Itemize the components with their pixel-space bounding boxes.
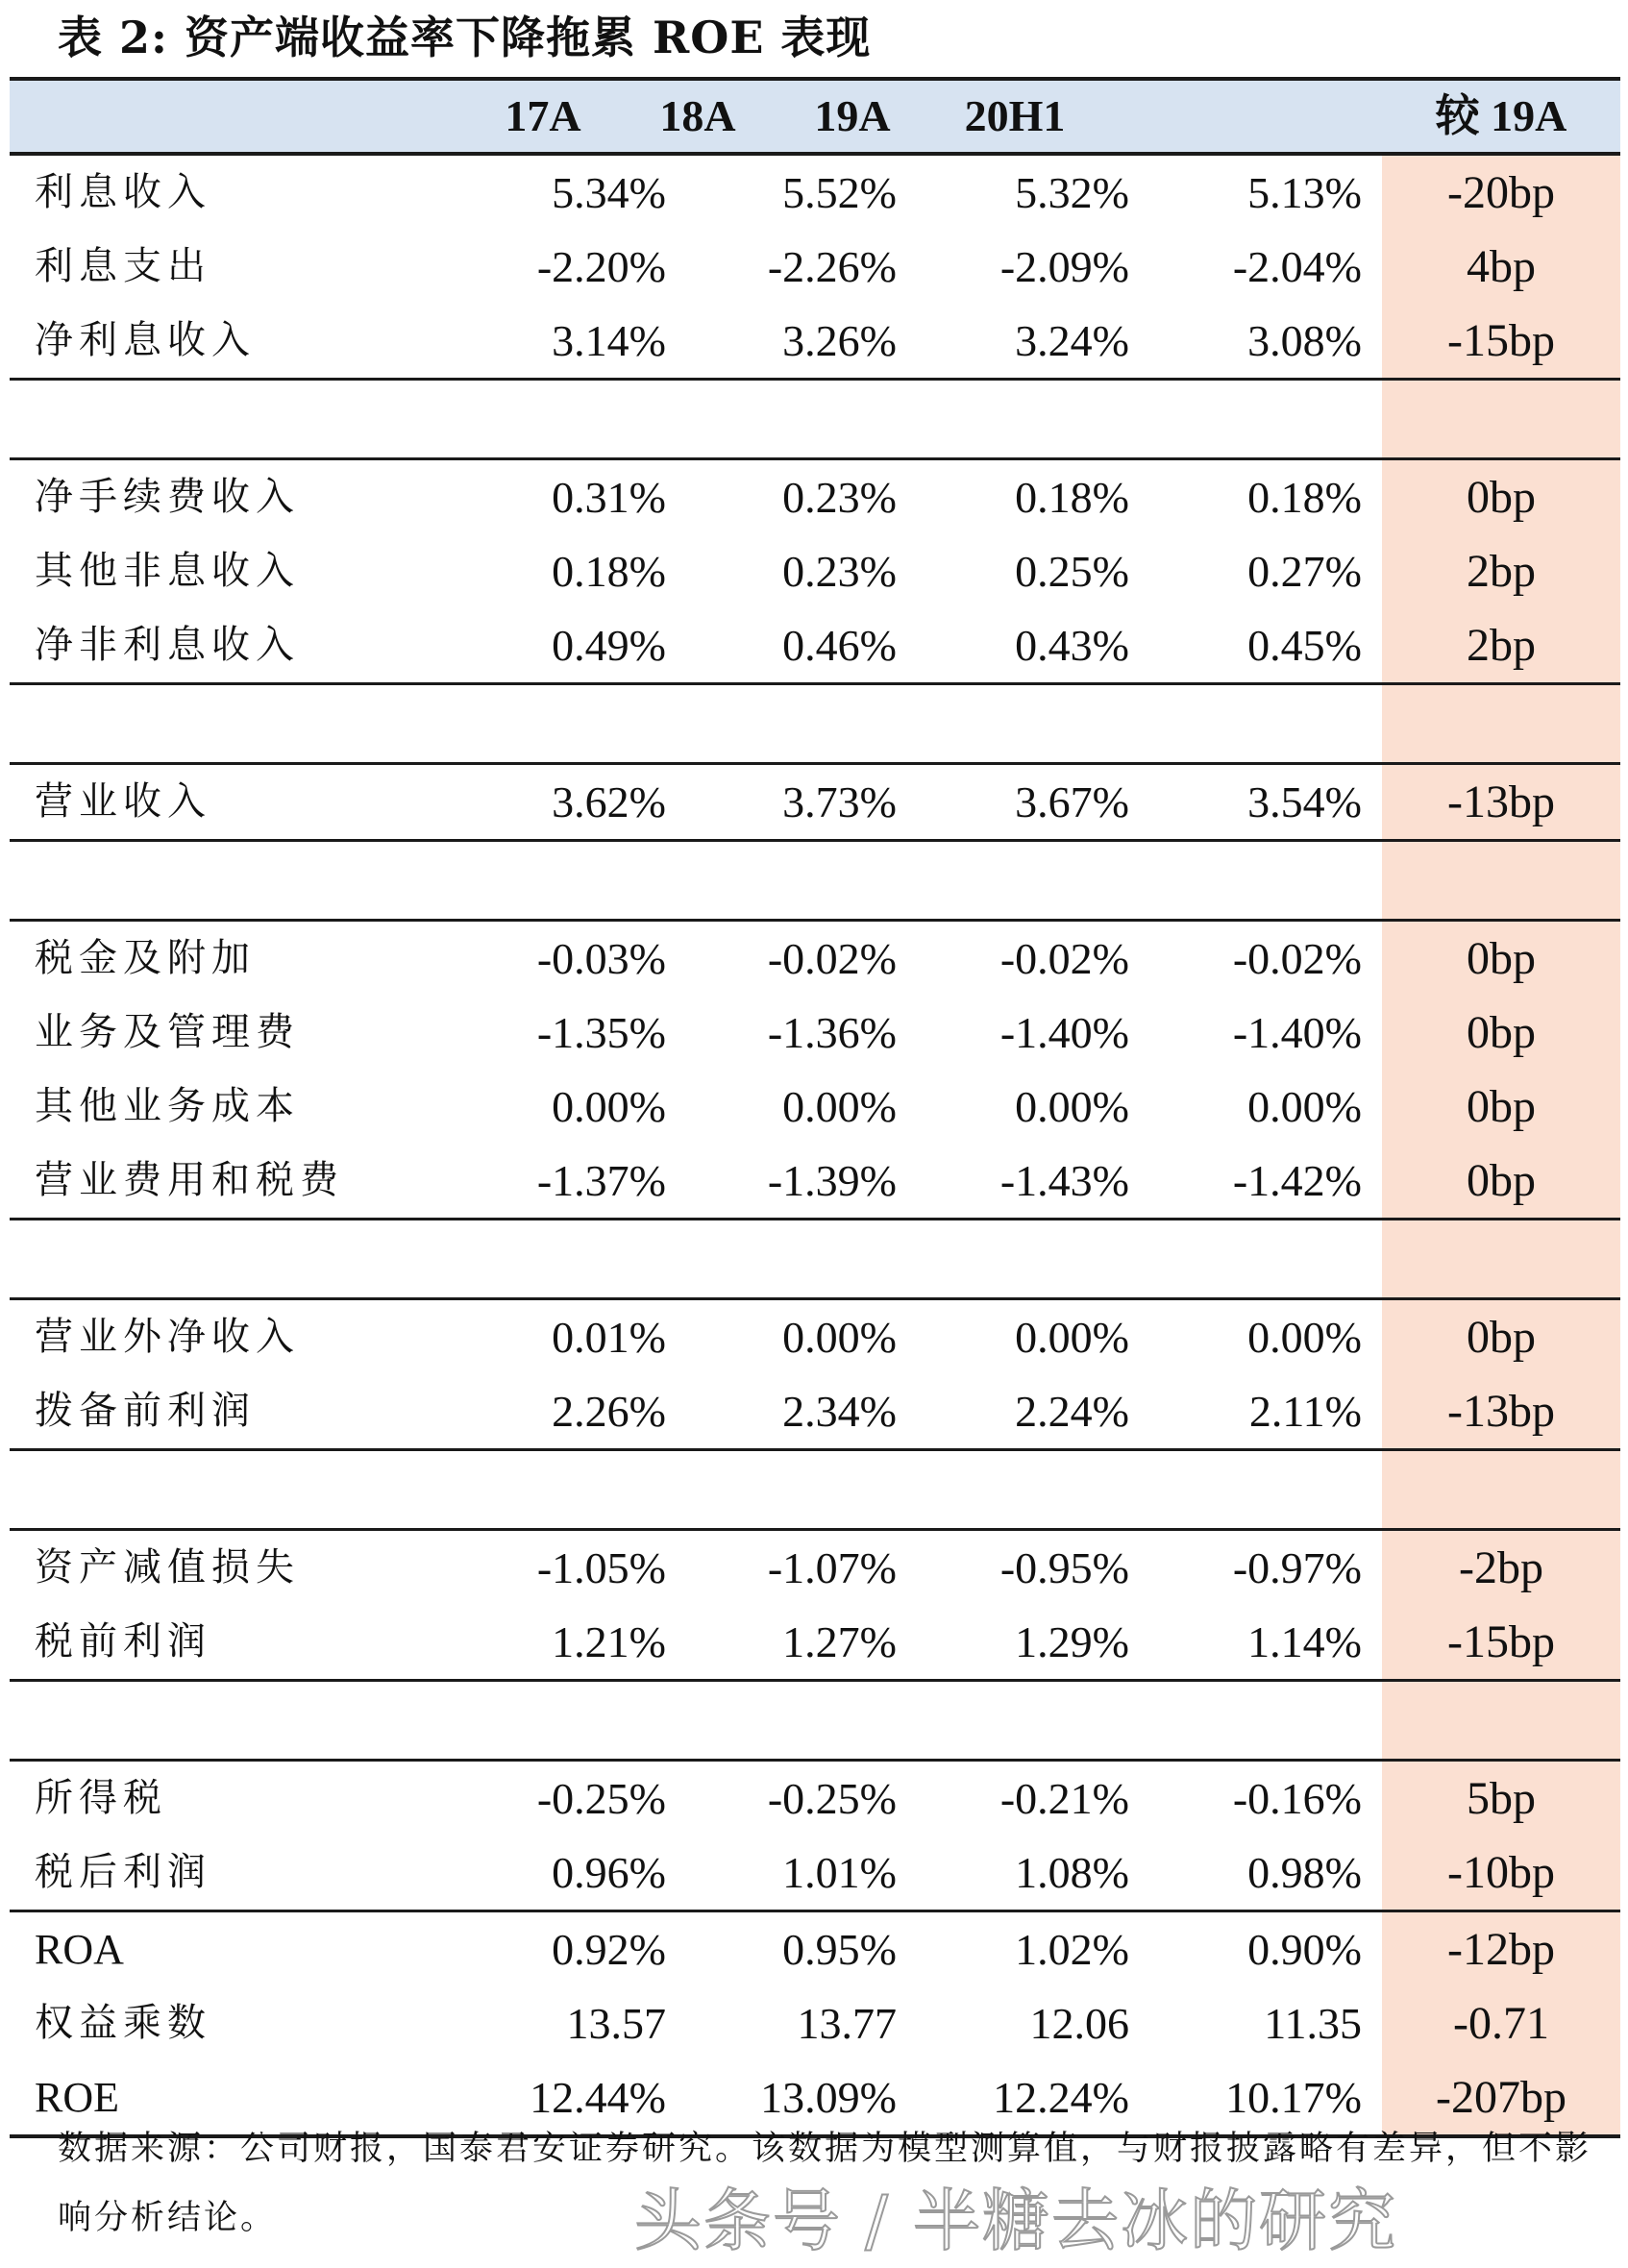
row-label: 权益乘数 xyxy=(35,2001,211,2045)
row-label: 净利息收入 xyxy=(35,318,256,362)
value-cell: 3.14% xyxy=(552,316,666,365)
column-header: 17A xyxy=(505,91,581,140)
table-row xyxy=(10,1912,1620,1986)
value-cell: 1.08% xyxy=(1015,1848,1129,1897)
value-cell: -1.37% xyxy=(536,1156,666,1205)
value-cell: -0.25% xyxy=(536,1774,666,1823)
value-cell: 0.45% xyxy=(1247,621,1362,670)
row-label: 营业外净收入 xyxy=(35,1315,300,1359)
table-row xyxy=(10,1531,1620,1605)
value-cell: 12.44% xyxy=(530,2073,666,2122)
value-cell: 5.34% xyxy=(552,168,666,217)
row-label: 净非利息收入 xyxy=(35,623,300,667)
value-cell: -0.95% xyxy=(999,1543,1129,1592)
table-title: 表 2: 资产端收益率下降拖累 ROE 表现 xyxy=(58,12,872,63)
value-cell: 1.14% xyxy=(1247,1617,1362,1666)
table-row xyxy=(10,996,1620,1070)
value-cell: 0.18% xyxy=(1247,473,1362,522)
row-label: ROA xyxy=(35,1926,124,1973)
delta-cell: 5bp xyxy=(1467,1773,1536,1824)
value-cell: 3.24% xyxy=(1015,316,1129,365)
value-cell: 12.24% xyxy=(993,2073,1129,2122)
table-row xyxy=(10,1144,1620,1218)
value-cell: -1.07% xyxy=(767,1543,897,1592)
value-cell: 10.17% xyxy=(1225,2073,1362,2122)
table-row xyxy=(10,765,1620,839)
value-cell: 5.13% xyxy=(1247,168,1362,217)
value-cell: -1.05% xyxy=(536,1543,666,1592)
group-spacer xyxy=(10,1451,1620,1528)
table-row xyxy=(10,534,1620,608)
column-header: 20H1 xyxy=(964,91,1066,140)
value-cell: 3.26% xyxy=(782,316,897,365)
delta-cell: 0bp xyxy=(1467,933,1536,984)
value-cell: 1.01% xyxy=(782,1848,897,1897)
value-cell: -2.04% xyxy=(1232,242,1362,291)
delta-cell: -2bp xyxy=(1459,1542,1543,1593)
value-cell: 1.21% xyxy=(552,1617,666,1666)
value-cell: -1.43% xyxy=(999,1156,1129,1205)
value-cell: -0.97% xyxy=(1232,1543,1362,1592)
value-cell: 0.00% xyxy=(1015,1313,1129,1362)
value-cell: 3.62% xyxy=(552,777,666,826)
value-cell: 3.67% xyxy=(1015,777,1129,826)
row-label: 资产减值损失 xyxy=(35,1545,300,1590)
value-cell: -0.25% xyxy=(767,1774,897,1823)
value-cell: 13.09% xyxy=(760,2073,897,2122)
value-cell: 13.57 xyxy=(566,1999,666,2048)
value-cell: 1.02% xyxy=(1015,1925,1129,1974)
value-cell: 0.90% xyxy=(1247,1925,1362,1974)
value-cell: 0.18% xyxy=(1015,473,1129,522)
delta-cell: 0bp xyxy=(1467,1155,1536,1206)
table-row xyxy=(10,1605,1620,1679)
row-label: 税金及附加 xyxy=(35,936,256,980)
table-row xyxy=(10,304,1620,378)
table-row xyxy=(10,460,1620,534)
value-cell: -1.35% xyxy=(536,1008,666,1057)
column-header: 19A xyxy=(814,91,891,140)
watermark: 头条号 / 半糖去冰的研究 xyxy=(634,2182,1398,2260)
delta-cell: 2bp xyxy=(1467,620,1536,671)
value-cell: 0.23% xyxy=(782,473,897,522)
value-cell: 0.18% xyxy=(552,547,666,596)
table-header xyxy=(10,77,1620,156)
value-cell: -0.02% xyxy=(999,934,1129,983)
value-cell: -0.02% xyxy=(1232,934,1362,983)
value-cell: 1.27% xyxy=(782,1617,897,1666)
value-cell: 0.00% xyxy=(1247,1313,1362,1362)
group-spacer xyxy=(10,685,1620,762)
table-row xyxy=(10,922,1620,996)
data-table xyxy=(10,77,1620,2138)
row-label: 营业费用和税费 xyxy=(35,1158,344,1202)
group-spacer xyxy=(10,1220,1620,1297)
value-cell: 2.11% xyxy=(1248,1387,1362,1436)
value-cell: 0.46% xyxy=(782,621,897,670)
row-label: 其他业务成本 xyxy=(35,1084,300,1128)
value-cell: 0.00% xyxy=(782,1313,897,1362)
value-cell: 3.08% xyxy=(1247,316,1362,365)
column-header-compare: 较 19A xyxy=(1382,81,1620,152)
row-label: 拨备前利润 xyxy=(35,1389,256,1433)
group-spacer xyxy=(10,842,1620,919)
row-label: ROE xyxy=(35,2074,119,2121)
row-label: 税前利润 xyxy=(35,1619,211,1664)
value-cell: -1.42% xyxy=(1232,1156,1362,1205)
delta-cell: -207bp xyxy=(1436,2072,1566,2123)
value-cell: 0.01% xyxy=(552,1313,666,1362)
delta-cell: -13bp xyxy=(1447,1386,1555,1437)
table-row xyxy=(10,608,1620,682)
value-cell: 0.00% xyxy=(1247,1082,1362,1131)
value-cell: -1.39% xyxy=(767,1156,897,1205)
table-row xyxy=(10,1836,1620,1910)
row-label: 利息收入 xyxy=(35,170,211,214)
table-body xyxy=(10,156,1620,2138)
value-cell: 2.26% xyxy=(552,1387,666,1436)
table-row xyxy=(10,1300,1620,1374)
row-label: 利息支出 xyxy=(35,244,211,288)
table-row xyxy=(10,1762,1620,1836)
value-cell: 12.06 xyxy=(1029,1999,1129,2048)
table-row xyxy=(10,1070,1620,1144)
value-cell: -1.40% xyxy=(1232,1008,1362,1057)
value-cell: -2.09% xyxy=(999,242,1129,291)
value-cell: 0.98% xyxy=(1247,1848,1362,1897)
delta-cell: -0.71 xyxy=(1453,1998,1549,2049)
value-cell: -0.03% xyxy=(536,934,666,983)
value-cell: 0.00% xyxy=(552,1082,666,1131)
value-cell: 0.49% xyxy=(552,621,666,670)
value-cell: 0.25% xyxy=(1015,547,1129,596)
source-note: 数据来源：公司财报，国泰君安证券研究。该数据为模型测算值，与财报披露略有差异，但不影响分析结论。 xyxy=(58,2130,1592,2237)
column-header: 18A xyxy=(659,91,736,140)
table-row xyxy=(10,230,1620,304)
delta-cell: 4bp xyxy=(1467,241,1536,292)
value-cell: 0.23% xyxy=(782,547,897,596)
delta-cell: 2bp xyxy=(1467,546,1536,597)
value-cell: 2.34% xyxy=(782,1387,897,1436)
value-cell: 0.92% xyxy=(552,1925,666,1974)
delta-cell: -20bp xyxy=(1447,167,1555,218)
delta-cell: -15bp xyxy=(1447,315,1555,366)
value-cell: 13.77 xyxy=(797,1999,897,2048)
value-cell: 5.52% xyxy=(782,168,897,217)
value-cell: -1.36% xyxy=(767,1008,897,1057)
value-cell: -0.02% xyxy=(767,934,897,983)
value-cell: 11.35 xyxy=(1264,1999,1362,2048)
value-cell: 0.95% xyxy=(782,1925,897,1974)
delta-cell: -13bp xyxy=(1447,777,1555,827)
value-cell: 3.73% xyxy=(782,777,897,826)
delta-cell: 0bp xyxy=(1467,1007,1536,1058)
delta-cell: 0bp xyxy=(1467,1081,1536,1132)
table-row xyxy=(10,1986,1620,2060)
value-cell: 0.43% xyxy=(1015,621,1129,670)
value-cell: 3.54% xyxy=(1247,777,1362,826)
group-spacer xyxy=(10,1682,1620,1759)
value-cell: -0.16% xyxy=(1232,1774,1362,1823)
row-label: 所得税 xyxy=(35,1776,167,1820)
row-label: 营业收入 xyxy=(35,779,211,824)
value-cell: 0.27% xyxy=(1247,547,1362,596)
delta-cell: 0bp xyxy=(1467,472,1536,523)
group-spacer xyxy=(10,381,1620,457)
value-cell: -1.40% xyxy=(999,1008,1129,1057)
value-cell: 0.00% xyxy=(1015,1082,1129,1131)
table-row xyxy=(10,156,1620,230)
delta-cell: -12bp xyxy=(1447,1924,1555,1975)
value-cell: 0.00% xyxy=(782,1082,897,1131)
value-cell: -0.21% xyxy=(999,1774,1129,1823)
value-cell: 2.24% xyxy=(1015,1387,1129,1436)
table-row xyxy=(10,1374,1620,1448)
value-cell: 0.31% xyxy=(552,473,666,522)
row-label: 净手续费收入 xyxy=(35,475,300,519)
value-cell: -2.20% xyxy=(536,242,666,291)
row-label: 业务及管理费 xyxy=(35,1010,300,1054)
row-label: 其他非息收入 xyxy=(35,549,300,593)
value-cell: 5.32% xyxy=(1015,168,1129,217)
value-cell: 1.29% xyxy=(1015,1617,1129,1666)
value-cell: 0.96% xyxy=(552,1848,666,1897)
value-cell: -2.26% xyxy=(767,242,897,291)
delta-cell: -15bp xyxy=(1447,1616,1555,1667)
delta-cell: -10bp xyxy=(1447,1847,1555,1898)
row-label: 税后利润 xyxy=(35,1850,211,1894)
delta-cell: 0bp xyxy=(1467,1312,1536,1363)
